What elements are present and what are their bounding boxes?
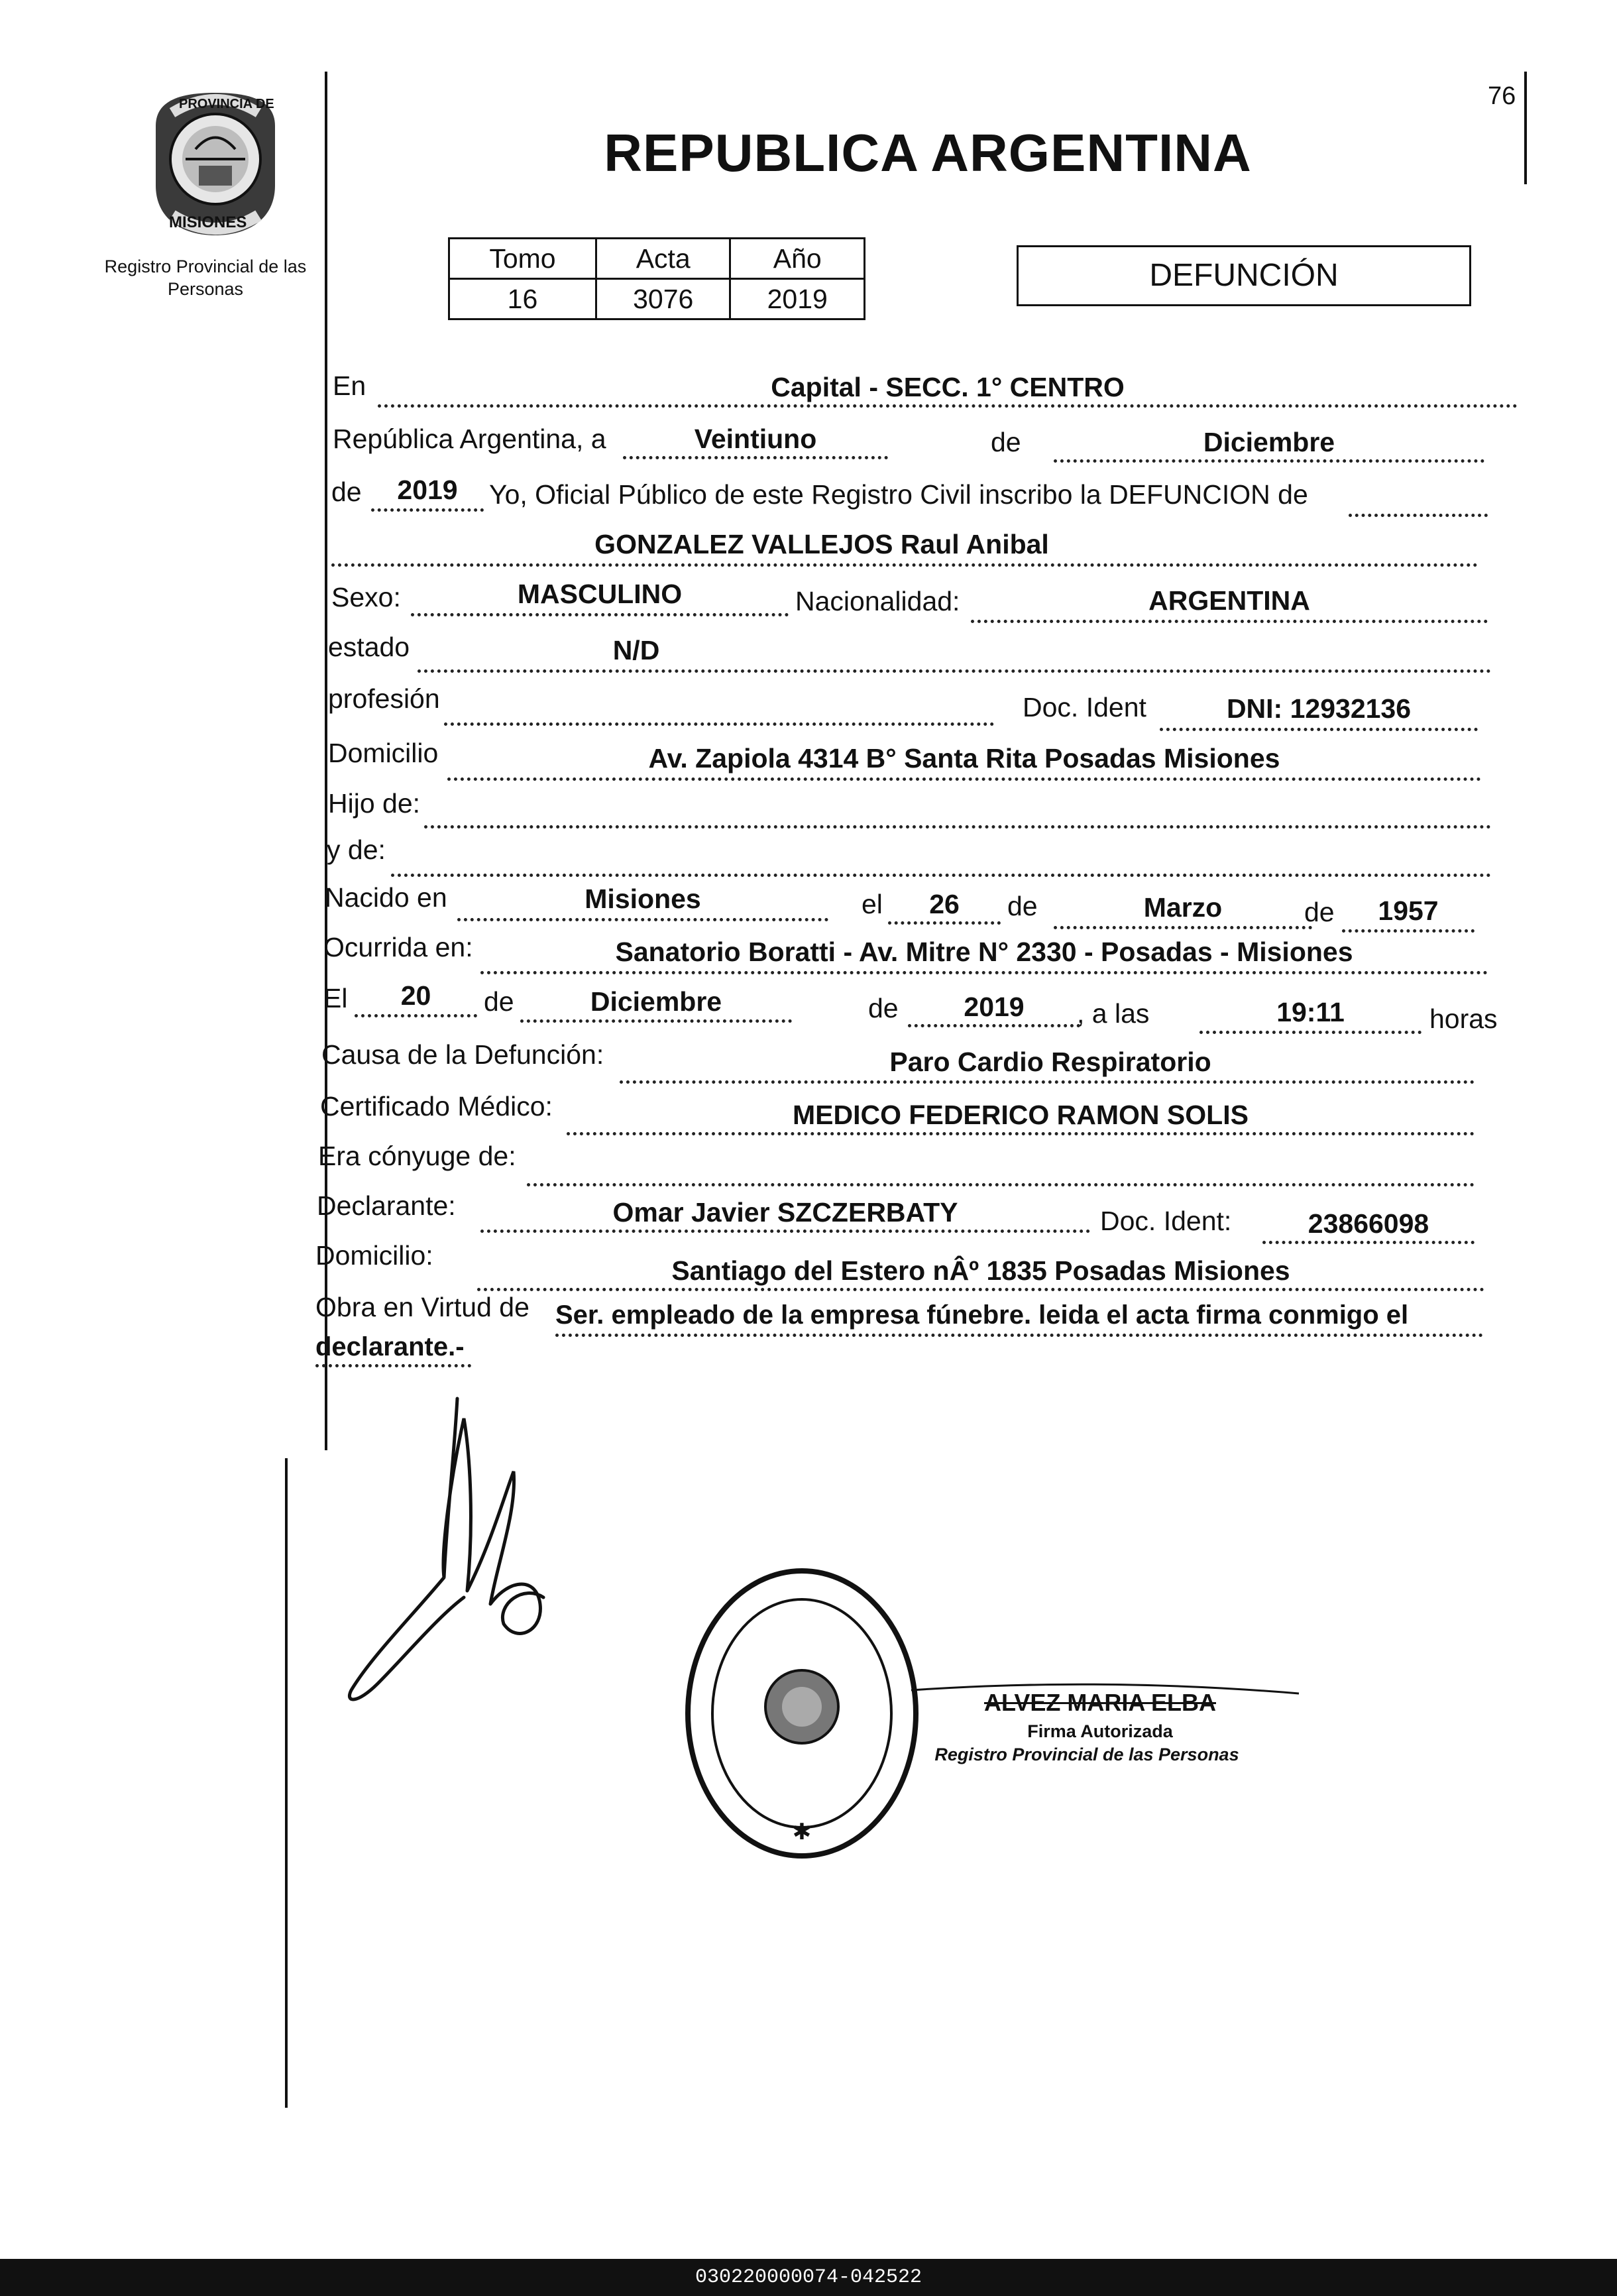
document-type-box: DEFUNCIÓN: [1017, 245, 1471, 306]
officer-signature-icon: [331, 1379, 570, 1710]
day-dots: [623, 456, 888, 459]
nacionalidad-label: Nacionalidad:: [795, 586, 960, 616]
death-month-dots: [520, 1019, 792, 1023]
death-day-dots: [355, 1014, 477, 1017]
certificado-label: Certificado Médico:: [320, 1091, 553, 1121]
el-label: el: [862, 889, 883, 919]
doc-ident2-value: 23866098: [1308, 1208, 1429, 1239]
de-label: de: [991, 427, 1021, 457]
de-label-5: de: [484, 986, 514, 1017]
seal-bottom-text: MISIONES: [169, 213, 247, 231]
acta-value: 3076: [596, 279, 730, 319]
document-title: REPUBLICA ARGENTINA: [604, 123, 1252, 182]
doc-ident-dots: [1160, 728, 1478, 731]
year-value: 2019: [397, 475, 458, 505]
tomo-value: 16: [449, 279, 596, 319]
sexo-value: MASCULINO: [517, 579, 683, 609]
ocurrida-dots: [480, 971, 1488, 974]
conyuge-dots: [527, 1183, 1475, 1186]
col-anio-header: Año: [730, 239, 865, 279]
death-year: 2019: [964, 992, 1025, 1022]
hijo-dots: [424, 825, 1491, 829]
obra-dots-1: [555, 1334, 1483, 1337]
declarante-dots: [480, 1230, 1090, 1233]
yde-label: y de:: [327, 834, 386, 865]
causa-value: Paro Cardio Respiratorio: [889, 1047, 1211, 1077]
ocurrida-label: Ocurrida en:: [323, 932, 473, 962]
de-label-6: de: [868, 993, 899, 1023]
estado-value: N/D: [612, 635, 660, 665]
birth-month-dots: [1054, 926, 1312, 929]
hijo-label: Hijo de:: [328, 788, 421, 819]
ocurrida-value: Sanatorio Boratti - Av. Mitre N° 2330 - Posadas - Misiones: [615, 937, 1353, 967]
nacido-value: Misiones: [585, 884, 701, 914]
death-month: Diciembre: [590, 986, 722, 1017]
en-dots: [378, 404, 1518, 408]
col-tomo-header: Tomo: [449, 239, 596, 279]
month-dots: [1054, 459, 1484, 463]
doc-ident2-label: Doc. Ident:: [1100, 1206, 1232, 1236]
seal-top-text: PROVINCIA DE: [179, 97, 274, 111]
month-value: Diciembre: [1203, 427, 1335, 457]
oficial-text: Yo, Oficial Público de este Registro Civil inscribo la DEFUNCION de: [489, 479, 1308, 510]
authorized-role: Firma Autorizada: [1027, 1721, 1173, 1741]
de-label-3: de: [1007, 891, 1038, 921]
domicilio2-dots: [477, 1288, 1484, 1291]
death-day: 20: [400, 980, 431, 1011]
horas-label: horas: [1429, 1004, 1498, 1034]
authorized-registry: Registro Provincial de las Personas: [934, 1745, 1239, 1764]
en-value: Capital - SECC. 1° CENTRO: [771, 372, 1125, 402]
profesion-label: profesión: [328, 683, 440, 714]
declarante-value: Omar Javier SZCZERBATY: [612, 1197, 958, 1228]
official-stamp-icon: [683, 1564, 921, 1863]
authorized-name: ALVEZ MARIA ELBA: [984, 1689, 1216, 1716]
death-year-dots: [908, 1024, 1080, 1027]
margin-line-lower: [285, 1458, 288, 2108]
nacido-label: Nacido en: [325, 882, 447, 913]
doc-ident2-dots: [1262, 1241, 1475, 1244]
de-label-2: de: [331, 477, 362, 507]
domicilio2-value: Santiago del Estero nÂº 1835 Posadas Misiones: [671, 1255, 1290, 1286]
death-time: 19:11: [1276, 997, 1345, 1027]
doc-ident-value: DNI: 12932136: [1226, 693, 1412, 724]
sexo-dots: [411, 613, 789, 616]
domicilio-dots: [447, 777, 1481, 781]
day-value: Veintiuno: [694, 424, 817, 454]
nacionalidad-value: ARGENTINA: [1148, 585, 1310, 616]
sexo-label: Sexo:: [331, 582, 401, 612]
certificado-value: MEDICO FEDERICO RAMON SOLIS: [793, 1100, 1249, 1130]
obra-value-line1: Ser. empleado de la empresa fúnebre. leida el acta firma conmigo el: [555, 1300, 1409, 1330]
causa-label: Causa de la Defunción:: [321, 1039, 604, 1070]
birth-day-dots: [888, 921, 1001, 925]
estado-label: estado: [328, 632, 410, 662]
nacido-dots: [457, 918, 828, 921]
birth-month: Marzo: [1143, 892, 1223, 923]
oficial-dots: [1349, 514, 1488, 517]
yde-dots: [391, 874, 1491, 877]
year-dots: [371, 508, 484, 512]
svg-text:✱: ✱: [792, 1819, 812, 1845]
reference-table: [448, 237, 865, 320]
certificado-dots: [567, 1132, 1475, 1135]
causa-dots: [620, 1080, 1475, 1084]
el2-label: El: [323, 983, 348, 1013]
birth-year: 1957: [1378, 895, 1439, 926]
birth-day: 26: [929, 889, 960, 919]
doc-ident-label: Doc. Ident: [1023, 692, 1146, 722]
domicilio-value: Av. Zapiola 4314 B° Santa Rita Posadas Misiones: [648, 743, 1280, 774]
alas-label: , a las: [1077, 998, 1150, 1029]
en-label: En: [333, 371, 366, 401]
anio-value: 2019: [730, 279, 865, 319]
declarante-label: Declarante:: [317, 1190, 456, 1221]
page-number: 76: [1488, 82, 1516, 110]
issuer-name: Registro Provincial de las Personas: [104, 257, 307, 299]
footer-code: 030220000074-042522: [0, 2259, 1617, 2296]
republica-label: República Argentina, a: [333, 424, 606, 454]
profesion-dots: [444, 722, 994, 726]
death-time-dots: [1199, 1031, 1422, 1034]
obra-value-line2: declarante.-: [315, 1332, 465, 1361]
nacionalidad-dots: [971, 620, 1488, 623]
col-acta-header: Acta: [596, 239, 730, 279]
obra-label: Obra en Virtud de: [315, 1292, 530, 1322]
domicilio2-label: Domicilio:: [315, 1240, 433, 1271]
name-dots: [331, 563, 1478, 567]
estado-dots: [418, 669, 1491, 673]
conyuge-label: Era cónyuge de:: [318, 1141, 516, 1171]
domicilio-label: Domicilio: [328, 738, 439, 768]
de-label-4: de: [1304, 897, 1335, 927]
deceased-name: GONZALEZ VALLEJOS Raul Anibal: [594, 529, 1049, 559]
birth-year-dots: [1342, 929, 1475, 933]
obra-dots-2: [315, 1364, 471, 1367]
